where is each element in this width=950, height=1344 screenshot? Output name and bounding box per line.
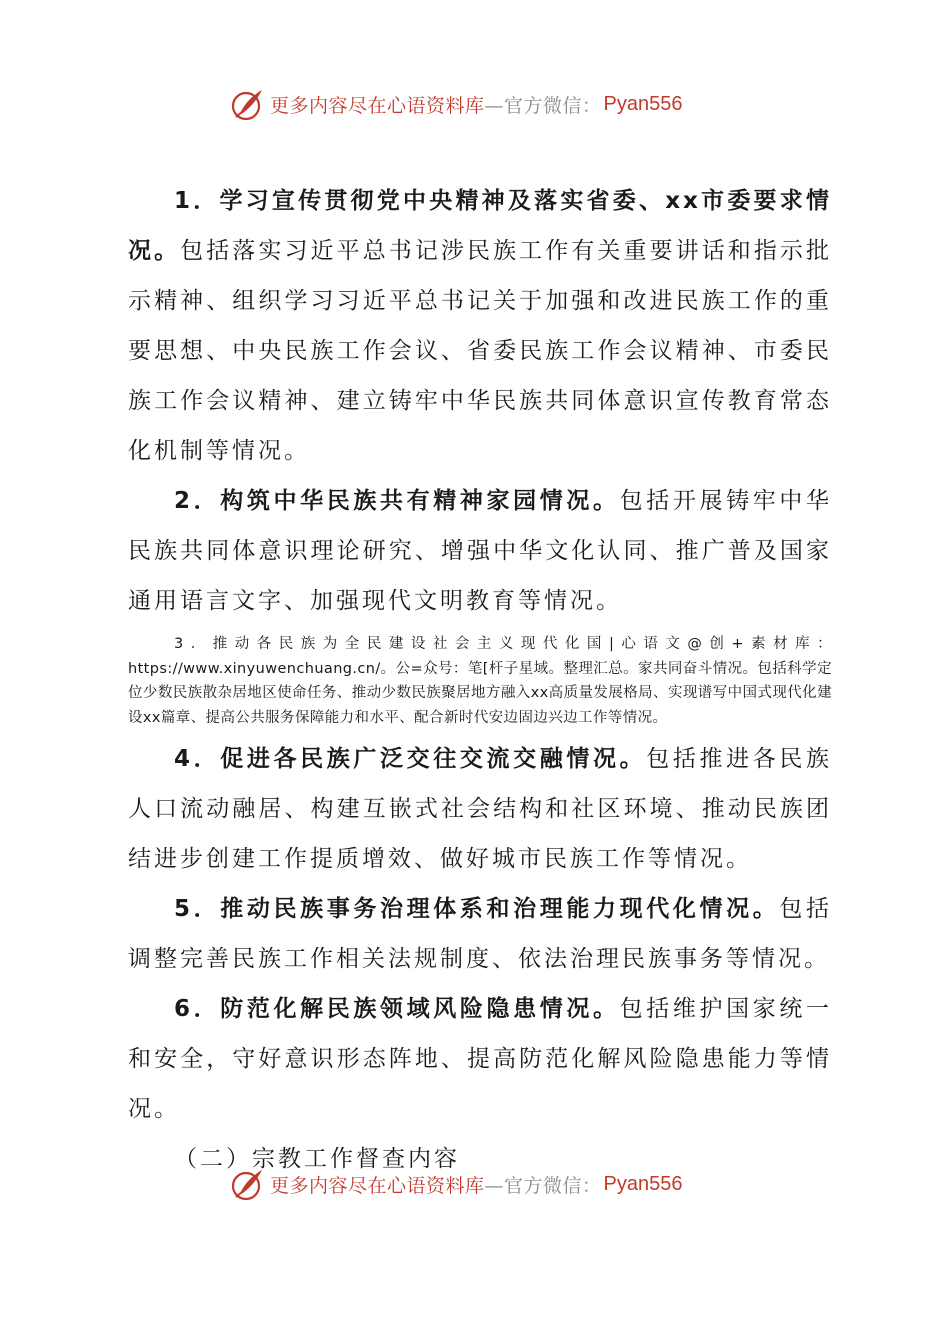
watermark-wechat-id: Pyan556	[603, 1172, 683, 1195]
watermark-grey-text: —官方微信：	[484, 94, 602, 117]
watermark-wechat-id: Pyan556	[603, 92, 683, 115]
paragraph-2	[128, 476, 832, 626]
paragraph-1	[128, 176, 832, 476]
quill-pen-logo-icon	[230, 86, 266, 122]
paragraph-heading: 2．构筑中华民族共有精神家园情况。	[174, 488, 620, 514]
watermark-grey-text: —官方微信：	[484, 1174, 602, 1197]
paragraph-heading: 6．防范化解民族领域风险隐患情况。	[174, 996, 620, 1022]
paragraph-heading: 5．推动民族事务治理体系和治理能力现代化情况。	[174, 896, 780, 922]
quill-pen-logo-icon	[230, 1166, 266, 1202]
paragraph-text: 包括维护国家统一和安全，守好意识形态阵地、提高防范化解风险隐患能力等情况。	[128, 996, 832, 1122]
paragraph-5	[128, 884, 832, 984]
paragraph-4	[128, 734, 832, 884]
section-heading: （二）宗教工作督查内容	[174, 1146, 460, 1172]
paragraph-heading: 4．促进各民族广泛交往交流交融情况。	[174, 746, 647, 772]
document-body	[128, 176, 832, 1184]
paragraph-6	[128, 984, 832, 1134]
footer-watermark	[230, 1164, 683, 1204]
paragraph-heading: 1．学习宣传贯彻党中央精神及落实省委、xx市委要求情况。	[128, 188, 832, 264]
paragraph-text: 包括推进各民族人口流动融居、构建互嵌式社会结构和社区环境、推动民族团结进步创建工作提质增效、做好城市民族工作等情况。	[128, 746, 832, 872]
header-watermark	[230, 84, 683, 124]
paragraph-3-small: 3．推动各民族为全民建设社会主义现代化国|心语文@创+素材库：https://www.xinyuwenchuang.cn/。公=众号：笔[杆子星域。整理汇总。家共同奋斗情况。包括科学定位少数民族散杂居地区使命任务、推动少数民族聚居地方融入xx高质量发展格局、实现谱写中国式现代化建设xx篇章、提高公共服务保障能力和水平、配合新时代安边固边兴边工作等情况。	[128, 636, 832, 726]
watermark-red-text: 更多内容尽在心语资料库	[270, 1174, 485, 1197]
watermark-red-text: 更多内容尽在心语资料库	[270, 94, 485, 117]
paragraph-text: 包括调整完善民族工作相关法规制度、依法治理民族事务等情况。	[128, 896, 832, 972]
paragraph-text: 包括落实习近平总书记涉民族工作有关重要讲话和指示批示精神、组织学习习近平总书记关于加强和改进民族工作的重要思想、中央民族工作会议、省委民族工作会议精神、市委民族工作会议精神、建立铸牢中华民族共同体意识宣传教育常态化机制等情况。	[128, 238, 833, 464]
paragraph-text: 包括开展铸牢中华民族共同体意识理论研究、增强中华文化认同、推广普及国家通用语言文字、加强现代文明教育等情况。	[128, 488, 832, 614]
